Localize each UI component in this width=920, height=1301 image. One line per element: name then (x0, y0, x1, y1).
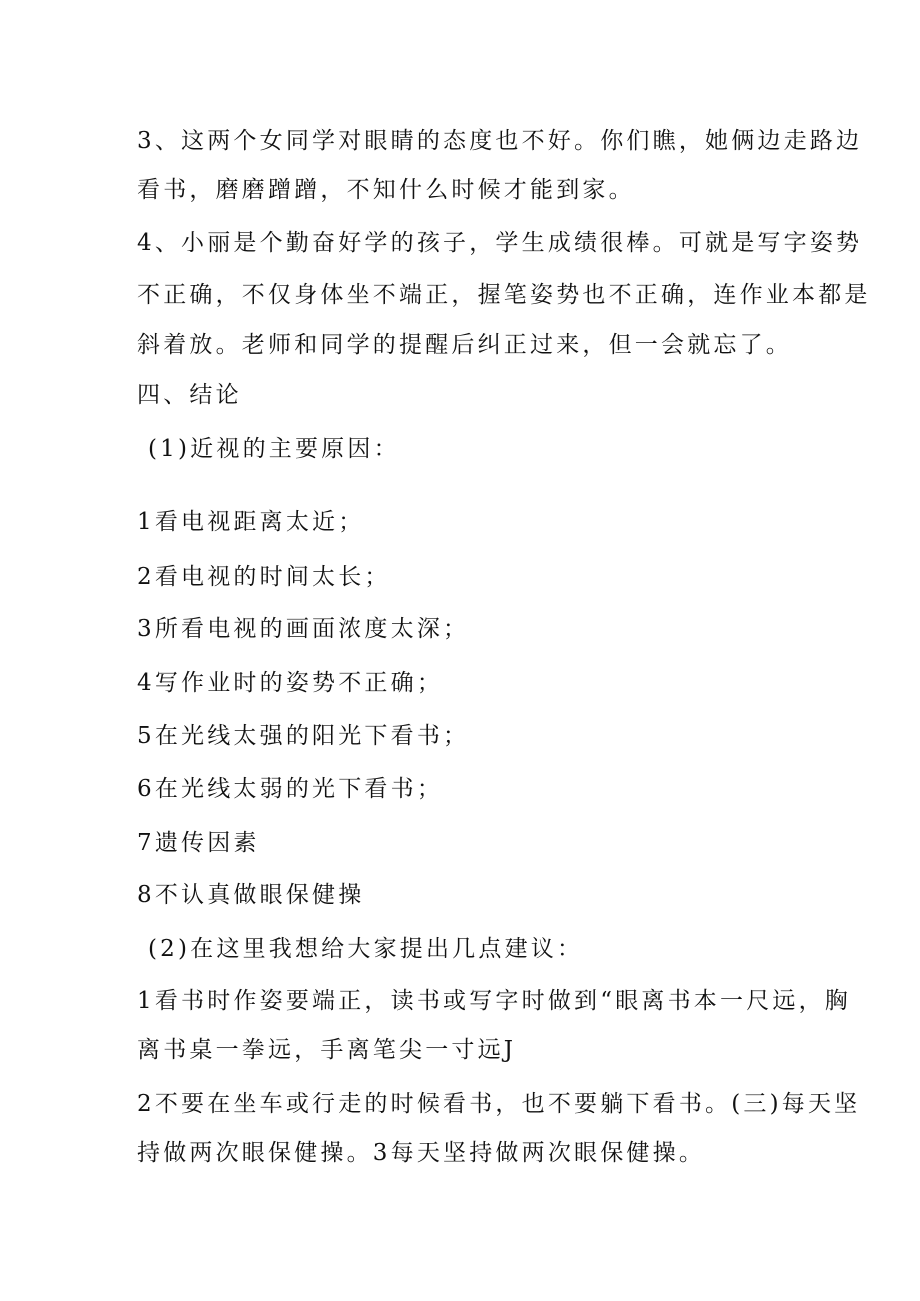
paragraph-4-line-3: 斜着放。老师和同学的提醒后纠正过来，但一会就忘了。 (137, 332, 792, 358)
list-item: 5在光线太强的阳光下看书； (137, 723, 470, 749)
list-item: 6在光线太弱的光下看书； (137, 776, 444, 802)
paragraph-3-line-1: 3、这两个女同学对眼睛的态度也不好。你们瞧，她俩边走路边 (137, 128, 863, 154)
list-item: 8不认真做眼保健操 (137, 882, 365, 908)
list-item: 1看电视距离太近； (137, 509, 365, 535)
section-heading-conclusion: 四、结论 (137, 382, 242, 408)
list-item: 4写作业时的姿势不正确； (137, 670, 444, 696)
paragraph-3-line-2: 看书，磨磨蹭蹭，不知什么时候才能到家。 (137, 177, 635, 203)
paragraph-4-line-2: 不正确，不仅身体坐不端正，握笔姿势也不正确，连作业本都是 (137, 282, 871, 308)
subsection-1-heading: (1)近视的主要原因： (148, 436, 400, 462)
list-item: 2看电视的时间太长； (137, 564, 391, 590)
paragraph-4-line-1: 4、小丽是个勤奋好学的孩子，学生成绩很棒。可就是写字姿势 (137, 230, 863, 256)
suggestion-2-line-1: 2不要在坐车或行走的时候看书，也不要躺下看书。(三)每天坚 (137, 1091, 861, 1117)
suggestion-2-line-2: 持做两次眼保健操。3每天坚持做两次眼保健操。 (137, 1140, 706, 1166)
suggestion-1-line-1: 1看书时作姿要端正，读书或写字时做到“眼离书本一尺远，胸 (137, 988, 851, 1014)
suggestion-1-line-2: 离书桌一拳远，手离笔尖一寸远J (137, 1037, 517, 1063)
subsection-2-heading: (2)在这里我想给大家提出几点建议： (148, 936, 584, 962)
list-item: 7遗传因素 (137, 830, 260, 856)
list-item: 3所看电视的画面浓度太深； (137, 616, 470, 642)
